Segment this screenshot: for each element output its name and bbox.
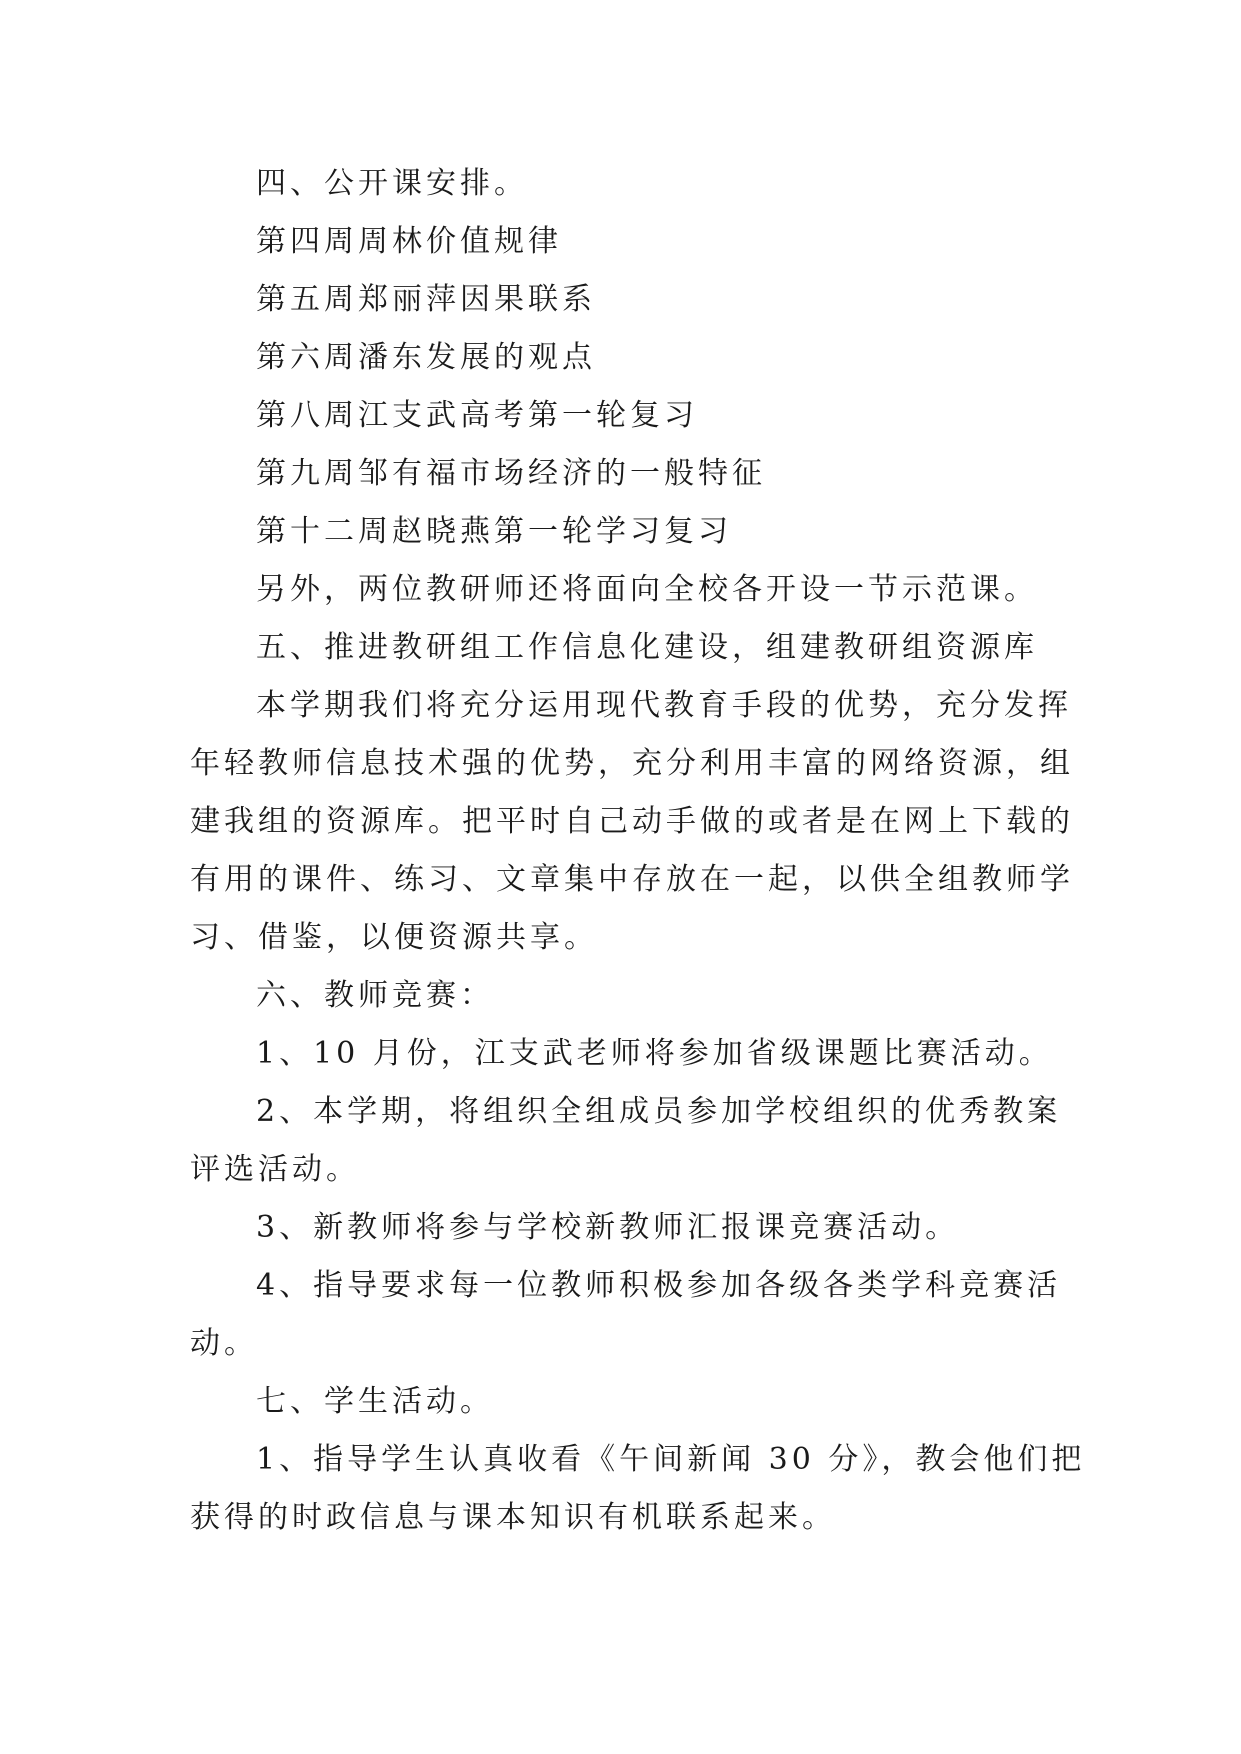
document-line: 获得的时政信息与课本知识有机联系起来。 [190,1500,836,1535]
document-line: 第八周江支武高考第一轮复习 [256,398,698,433]
document-line: 动。 [190,1326,258,1361]
document-line: 习、借鉴，以便资源共享。 [190,920,598,955]
document-line: 评选活动。 [190,1152,360,1187]
document-line: 第六周潘东发展的观点 [256,340,596,375]
document-line: 第五周郑丽萍因果联系 [256,282,596,317]
document-line: 建我组的资源库。把平时自己动手做的或者是在网上下载的 [190,804,1074,839]
document-line: 年轻教师信息技术强的优势，充分利用丰富的网络资源，组 [190,746,1074,781]
document-line: 2、本学期，将组织全组成员参加学校组织的优秀教案 [256,1094,1062,1129]
document-line: 第十二周赵晓燕第一轮学习复习 [256,514,732,549]
document-line: 1、指导学生认真收看《午间新闻 30 分》，教会他们把 [256,1442,1086,1477]
document-line: 七、学生活动。 [256,1384,494,1419]
document-line: 四、公开课安排。 [256,166,528,201]
document-line: 第四周周林价值规律 [256,224,562,259]
document-line: 3、新教师将参与学校新教师汇报课竞赛活动。 [256,1210,960,1245]
document-line: 五、推进教研组工作信息化建设，组建教研组资源库 [256,630,1038,665]
document-line: 六、教师竞赛： [256,978,494,1013]
document-line: 第九周邹有福市场经济的一般特征 [256,456,766,491]
document-line: 另外，两位教研师还将面向全校各开设一节示范课。 [256,572,1038,607]
document-line: 本学期我们将充分运用现代教育手段的优势，充分发挥 [256,688,1072,723]
document-body [190,155,1086,1547]
document-line: 4、指导要求每一位教师积极参加各级各类学科竞赛活 [256,1268,1062,1303]
document-line: 有用的课件、练习、文章集中存放在一起，以供全组教师学 [190,862,1074,897]
document-line: 1、10 月份，江支武老师将参加省级课题比赛活动。 [256,1036,1053,1071]
